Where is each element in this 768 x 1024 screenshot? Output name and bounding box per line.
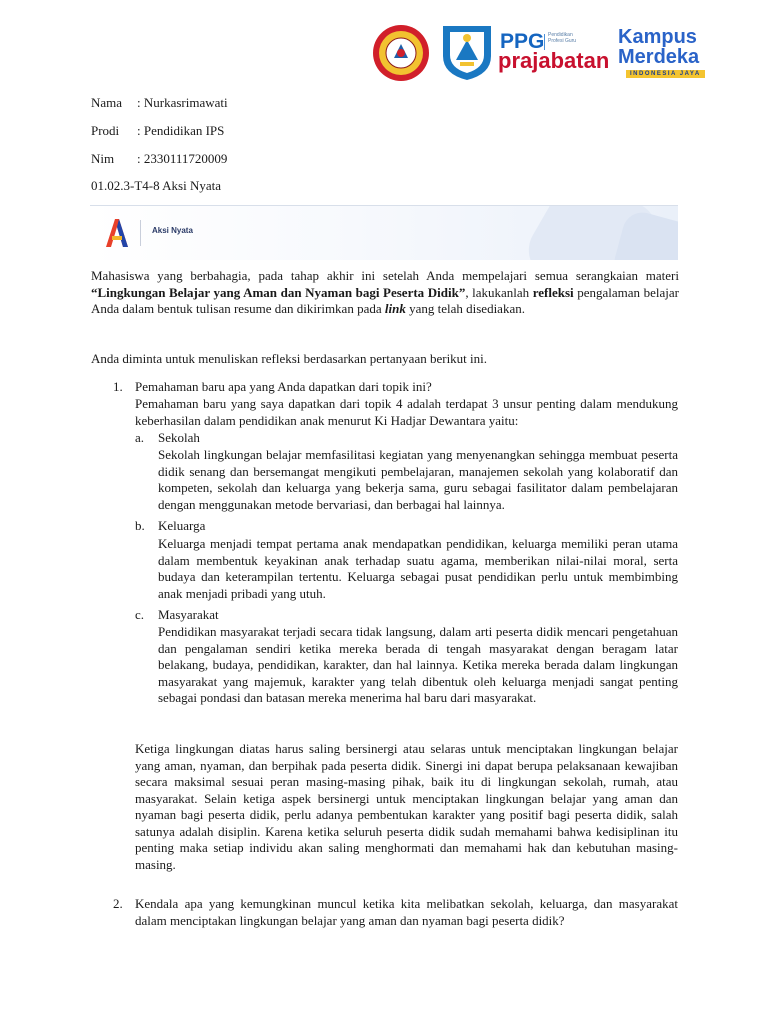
nim-label: Nim [91,151,115,166]
intro-text: pengalaman belajar Anda dalam bentuk tulisan resume dan dikirimkan pada [91,284,679,316]
intro-text: , lakukanlah [465,284,533,300]
prodi-row [91,123,224,139]
prajabatan-logo-text: prajabatan [498,48,610,73]
list-letter: a. [135,430,145,445]
nim-value: : 2330111720009 [137,151,228,166]
list-letter: b. [135,518,145,533]
item-keluarga-title: Keluarga [158,518,206,533]
aksi-nyata-banner [90,205,678,260]
question-1-summary: Ketiga lingkungan diatas harus saling bersinergi atau selaras untuk menciptakan lingkungan belajar yang aman, nyaman, dan berpihak pada peserta didik. Sinergi ini dapat berupa pelaksanaan kewajiban secara maksimal sesuai peran masing-masing pihak, baik itu di lingkungan sekolah, rumah, atau masyarakat. Selain ketiga aspek bersinergi untuk menciptakan lingkungan belajar yang aman dan nyaman bagi peserta didik, perlu adanya pembentukan karakter yang positif bagi peserta didik, salah satunya adalah disiplin. Karena ketika seluruh peserta didik sudah memahami bahwa kedisiplinan itu penting maka setiap individu akan saling menghormati dan memahami hak dan kebutuhan masing-masing. [135,741,678,872]
ppg-logo-text: PPG [500,30,545,53]
tut-wuri-handayani-icon [438,22,496,82]
kampus-merdeka-logo [618,26,710,82]
list-letter: c. [135,607,145,622]
item-masyarakat-text: Pendidikan masyarakat terjadi secara tidak langsung, dalam arti peserta didik mencari pengetahuan dan pengalaman sendiri ketika mereka berada di tengah masyarakat dengan beragam latar belakang, budaya, pendidikan, karakter, dan hal lainnya. Ketika mereka berada dalam lingkungan masyarakat yang majemuk, karakter yang telah dibentuk oleh keluarga menjadi sangat penting sebagai pondasi dan batasan mereka menerima hal baru dari masyarakat. [158,624,678,705]
university-seal-icon [372,24,430,82]
intro-material-title: “Lingkungan Belajar yang Aman dan Nyaman bagi Peserta Didik” [91,284,466,300]
banner-divider [140,220,141,246]
aksi-nyata-logo-icon [104,217,130,249]
question-1-text: Pemahaman baru apa yang Anda dapatkan dari topik ini? [135,379,432,394]
nim-row [91,151,227,167]
question-2-text: Kendala apa yang kemungkinan muncul ketika kita melibatkan sekolah, keluarga, dan masyarakat dalam menciptakan lingkungan belajar yang aman dan nyaman bagi peserta didik? [135,896,678,928]
nama-label: Nama [91,95,123,110]
instruction-paragraph: Anda diminta untuk menuliskan refleksi berdasarkan pertanyaan berikut ini. [91,351,488,366]
item-keluarga-text: Keluarga menjadi tempat pertama anak mendapatkan pendidikan, keluarga memiliki peran utama dalam membentuk keyakinan anak terhadap suatu agama, memberikan nilai-nilai moral, serta budaya dan keterampilan tertentu. Keluarga sebagai pusat pendidikan perlu untuk membimbing anak menjadi pribadi yang utuh. [158,536,678,601]
kampus-logo-text: Kampus [618,26,697,48]
item-sekolah-text: Sekolah lingkungan belajar memfasilitasi kegiatan yang menyenangkan sehingga membuat peserta didik senang dan bersemangat mengikuti pembelajaran, manajemen sekolah yang kolaboratif dan kompeten, sekolah dan keluarga yang bekerja sama, guru sebagai fasilitator dalam pembelajaran dengan menggunakan metode bervariasi, dan berbagai hal lainnya. [158,447,678,512]
question-number: 1. [113,379,123,394]
intro-text: Mahasiswa yang berbahagia, pada tahap akhir ini setelah Anda mempelajari semua serangkaian materi [91,268,679,283]
prodi-label: Prodi [91,123,120,138]
question-number: 2. [113,896,123,911]
intro-text: yang telah disediakan. [405,301,525,316]
intro-link-word: link [384,301,406,316]
nama-row [91,95,228,111]
item-sekolah-title: Sekolah [158,430,200,445]
ppg-logo-subtext: Pendidikan Profesi Guru [548,32,577,44]
merdeka-logo-text: Merdeka [618,46,700,68]
indonesia-jaya-badge: INDONESIA JAYA [626,70,705,78]
ppg-prajabatan-logo [498,28,608,78]
banner-title: Aksi Nyata [152,226,193,235]
intro-paragraph [91,268,679,318]
header-logos [370,22,710,84]
assignment-code: 01.02.3-T4-8 Aksi Nyata [91,178,221,193]
intro-refleksi: refleksi [532,284,574,300]
prodi-value: : Pendidikan IPS [137,123,225,138]
item-masyarakat-title: Masyarakat [158,607,219,622]
nama-value: : Nurkasrimawati [137,95,228,110]
question-1-answer: Pemahaman baru yang saya dapatkan dari topik 4 adalah terdapat 3 unsur penting dalam mendukung keberhasilan dalam pendidikan anak menurut Ki Hadjar Dewantara yaitu: [135,396,678,428]
